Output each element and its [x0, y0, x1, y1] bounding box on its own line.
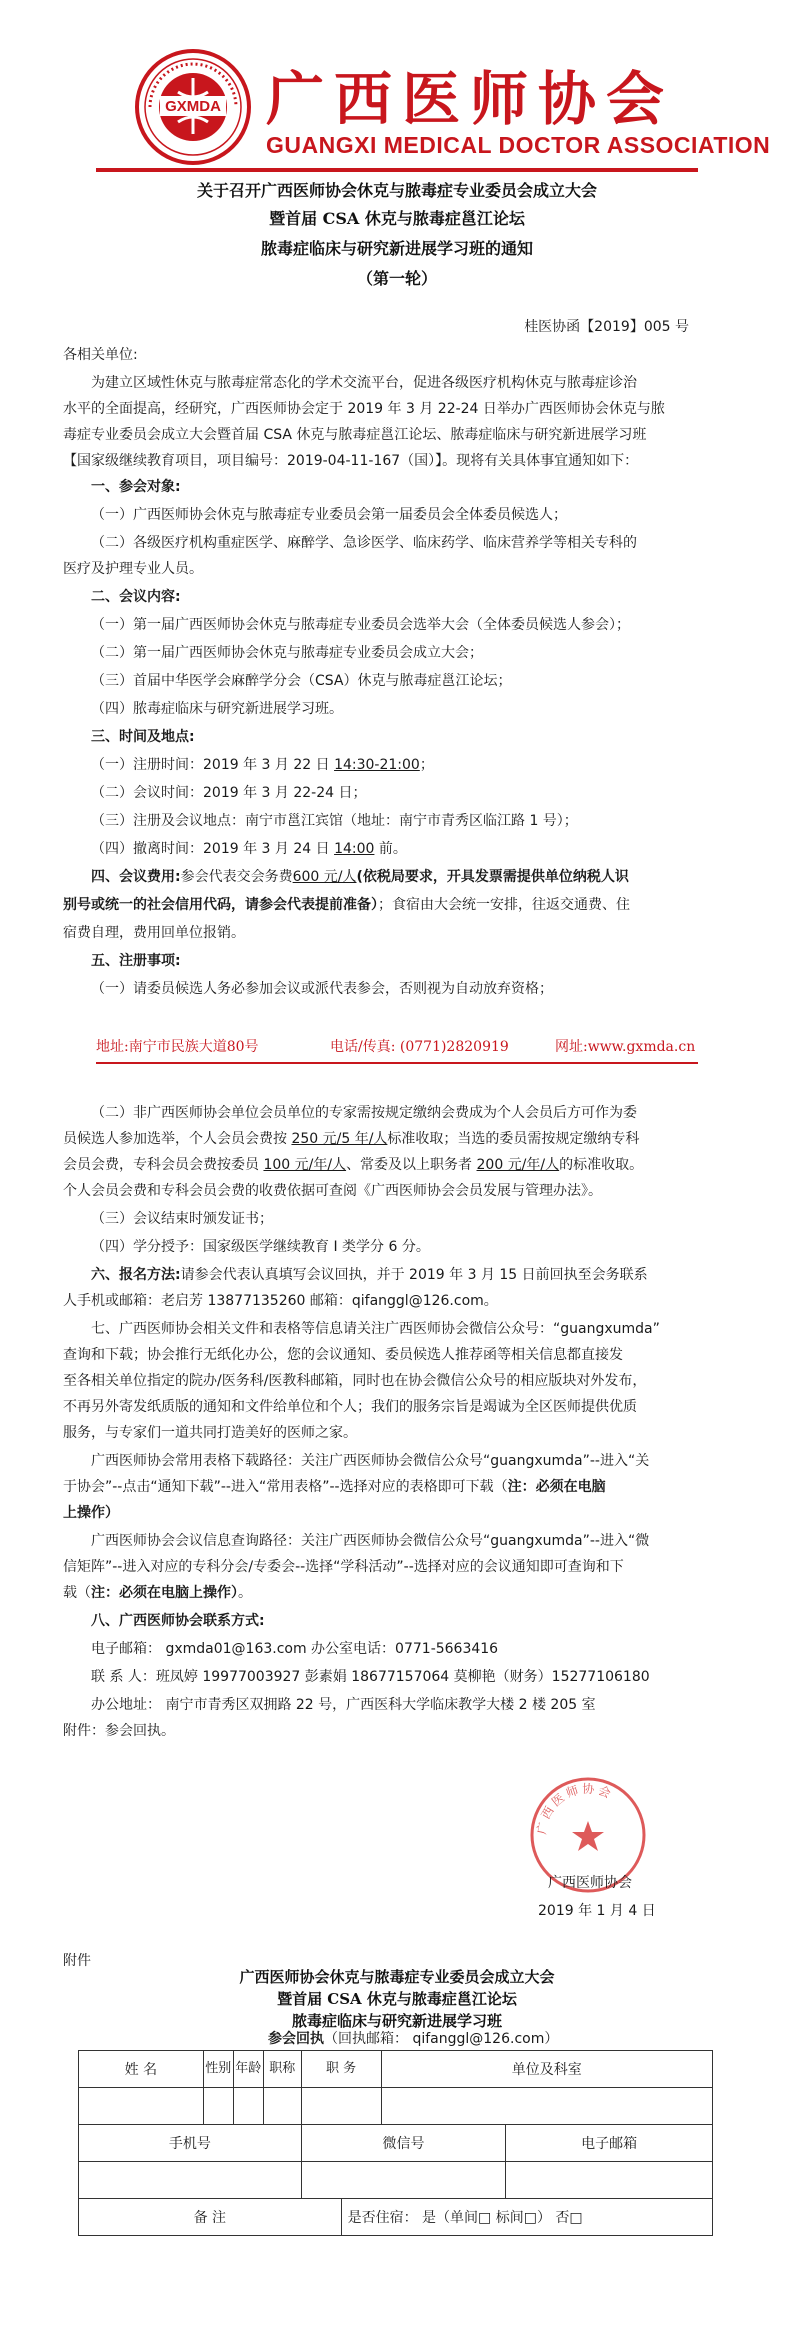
title-line-3: 脓毒症临床与研究新进展学习班的通知	[260, 239, 533, 258]
input-unit[interactable]	[381, 2088, 712, 2125]
text: 载（	[63, 1585, 91, 1601]
section-heading: 四、会议费用:	[91, 869, 181, 885]
input-wechat[interactable]	[301, 2162, 506, 2199]
text: （一）注册时间：2019 年 3 月 22 日	[91, 757, 335, 773]
intro-line: 为建立区域性休克与脓毒症常态化的学术交流平台，促进各级医疗机构休克与脓毒症诊治	[91, 375, 637, 391]
attachment-title-1: 广西医师协会休克与脓毒症专业委员会成立大会	[239, 1968, 555, 1986]
paragraph-line: 信矩阵”--进入对应的专科分会/专委会--选择“学科活动”--选择对应的会议通知即可查询和下	[63, 1559, 624, 1575]
input-mobile[interactable]	[79, 2162, 302, 2199]
org-name-cn: 广西医师协会	[266, 65, 675, 133]
paragraph-line	[63, 1580, 252, 1606]
text: 注：必须在电脑	[507, 1479, 606, 1495]
list-item: （三）注册及会议地点：南宁市邕江宾馆（地址：南宁市青秀区临江路 1 号）；	[91, 813, 578, 829]
contact-address: 办公地址： 南宁市青秀区双拥路 22 号，广西医科大学临床教学大楼 2 楼 205 室	[91, 1697, 596, 1713]
text: 600 元/人	[292, 869, 357, 885]
fee-line	[91, 864, 629, 890]
list-item	[63, 1152, 643, 1178]
paragraph-line: 服务，与专家们一道共同打造美好的医师之家。	[63, 1425, 357, 1441]
list-item	[91, 752, 434, 778]
header-age: 年龄	[233, 2051, 263, 2088]
attachment-title-4	[268, 2026, 558, 2052]
text: 100 元/年/人	[263, 1157, 347, 1173]
text: 14:30-21:00	[334, 757, 420, 773]
list-item	[91, 836, 407, 862]
text: 前。	[374, 841, 407, 857]
list-item: （一）广西医师协会休克与脓毒症专业委员会第一届委员会全体委员候选人；	[91, 507, 567, 523]
header-duty: 职 务	[301, 2051, 381, 2088]
text: 员候选人参加选举，个人会员会费按	[63, 1131, 292, 1147]
paragraph-line: 上操作）	[63, 1505, 119, 1521]
paragraph-line: 不再另外寄发纸质版的通知和文件给单位和个人；我们的服务宗旨是竭诚为全区医师提供优质	[63, 1399, 637, 1415]
signature-date: 2019 年 1 月 4 日	[538, 1903, 656, 1919]
list-item: （二）非广西医师协会单位会员单位的专家需按规定缴纳会费成为个人会员后方可作为委	[91, 1105, 637, 1121]
list-item: （二）各级医疗机构重症医学、麻醉学、急诊医学、临床药学、临床营养学等相关专科的	[91, 535, 637, 551]
text: 200 元/年/人	[476, 1157, 560, 1173]
header-divider	[96, 168, 698, 172]
text: 、常委及以上职务者	[346, 1157, 477, 1173]
svg-text:广西医师协会	[534, 1781, 616, 1836]
text: 请参会代表认真填写会议回执，并于 2019 年 3 月 15 日前回执至会务联系	[180, 1267, 648, 1283]
text: 参会回执	[268, 2031, 324, 2047]
list-item: （四）学分授予：国家级医学继续教育 I 类学分 6 分。	[91, 1239, 430, 1255]
text: 别号或统一的社会信用代码，请参会代表提前准备）	[63, 897, 378, 913]
header-gender: 性别	[203, 2051, 233, 2088]
input-duty[interactable]	[301, 2088, 381, 2125]
text: 会员会费，专科会员会费按委员	[63, 1157, 264, 1173]
list-item: 医疗及护理专业人员。	[63, 561, 203, 577]
footer-website: 网址:www.gxmda.cn	[555, 1039, 696, 1055]
section-heading: 八、广西医师协会联系方式:	[91, 1613, 265, 1629]
registration-line: 人手机或邮箱：老启芳 13877135260 邮箱：qifanggl@126.com。	[63, 1293, 498, 1309]
list-item: （三）首届中华医学会麻醉学分会（CSA）休克与脓毒症邕江论坛；	[91, 673, 512, 689]
registration-form	[78, 2050, 713, 2236]
list-item: （二）第一届广西医师协会休克与脓毒症专业委员会成立大会；	[91, 645, 483, 661]
list-item: （四）脓毒症临床与研究新进展学习班。	[91, 701, 343, 717]
text: （回执邮箱： qifanggl@126.com）	[324, 2031, 559, 2047]
section-heading: 六、报名方法:	[91, 1267, 181, 1283]
fee-line: 宿费自理，费用回单位报销。	[63, 925, 245, 941]
stamp-text: 广西医师协会	[534, 1781, 616, 1836]
fee-line	[63, 892, 630, 918]
paragraph-line: 广西医师协会常用表格下载路径：关注广西医师协会微信公众号“guangxumda”--进入“关	[91, 1453, 650, 1469]
text: 参会代表交会务费	[180, 869, 293, 885]
org-name-en: GUANGXI MEDICAL DOCTOR ASSOCIATION	[266, 132, 771, 158]
section-heading: 三、时间及地点:	[91, 729, 195, 745]
list-item: （一）第一届广西医师协会休克与脓毒症专业委员会选举大会（全体委员候选人参会）；	[91, 617, 630, 633]
intro-line: 毒症专业委员会成立大会暨首届 CSA 休克与脓毒症邕江论坛、脓毒症临床与研究新进展学习班	[63, 427, 647, 443]
input-email[interactable]	[506, 2162, 713, 2199]
lodging-option[interactable]: 是否住宿： 是（单间□ 标间□） 否□	[341, 2199, 712, 2236]
footer-divider	[96, 1062, 698, 1064]
text: 14:00	[334, 841, 375, 857]
text: 。	[238, 1585, 252, 1601]
text: 250 元/5 年/人	[291, 1131, 388, 1147]
text: 的标准收取。	[559, 1157, 644, 1173]
intro-line: 水平的全面提高，经研究，广西医师协会定于 2019 年 3 月 22-24 日举办广西医师协会休克与脓	[63, 401, 665, 417]
title-line-4: （第一轮）	[356, 269, 437, 288]
document-number: 桂医协函【2019】005 号	[524, 319, 689, 335]
gxmda-logo	[134, 48, 252, 166]
header-name: 姓 名	[79, 2051, 204, 2088]
text: ；食宿由大会统一安排，往返交通费、住	[378, 897, 630, 913]
title-line-1: 关于召开广西医师协会休克与脓毒症专业委员会成立大会	[196, 181, 597, 200]
header-wechat: 微信号	[301, 2125, 506, 2162]
list-item: （一）请委员候选人务必参加会议或派代表参会，否则视为自动放弃资格；	[91, 981, 553, 997]
registration-line	[91, 1262, 648, 1288]
remark-label: 备 注	[79, 2199, 342, 2236]
text: 注：必须在电脑上操作）	[91, 1585, 238, 1601]
paragraph-line: 至各相关单位指定的院办/医务科/医教科邮箱，同时也在协会微信公众号的相应版块对外发布，	[63, 1373, 647, 1389]
logo-text: GXMDA	[165, 98, 221, 115]
list-item: （三）会议结束时颁发证书；	[91, 1211, 273, 1227]
title-line-2: 暨首届 CSA 休克与脓毒症邕江论坛	[269, 209, 525, 228]
text: (依税局要求，开具发票需提供单位纳税人识	[356, 869, 629, 885]
paragraph-line: 广西医师协会会议信息查询路径：关注广西医师协会微信公众号“guangxumda”--进入“微	[91, 1533, 650, 1549]
contact-persons: 联 系 人：班凤婷 19977003927 彭素娟 18677157064 莫柳艳（财务）15277106180	[91, 1669, 650, 1685]
input-age[interactable]	[233, 2088, 263, 2125]
salutation: 各相关单位:	[63, 347, 138, 363]
input-gender[interactable]	[203, 2088, 233, 2125]
paragraph-line: 七、广西医师协会相关文件和表格等信息请关注广西医师协会微信公众号：“guangxumda”	[91, 1321, 660, 1337]
contact-email: 电子邮箱： gxmda01@163.com 办公室电话：0771-5663416	[91, 1641, 499, 1657]
text: 标准收取；当选的委员需按规定缴纳专科	[387, 1131, 640, 1147]
text: 于协会”--点击“通知下载”--进入“常用表格”--选择对应的表格即可下载（	[63, 1479, 508, 1495]
footer-address: 地址:南宁市民族大道80号	[96, 1039, 259, 1055]
header-email: 电子邮箱	[506, 2125, 713, 2162]
text: ；	[419, 757, 434, 773]
section-heading: 二、会议内容:	[91, 589, 181, 605]
intro-line: 【国家级继续教育项目，项目编号：2019-04-11-167（国）】。现将有关具体事宜通知如下：	[63, 453, 639, 469]
section-heading: 一、参会对象:	[91, 479, 181, 495]
section-heading: 五、注册事项:	[91, 953, 181, 969]
attachment-label: 附件	[63, 1953, 91, 1969]
header-unit: 单位及科室	[381, 2051, 712, 2088]
list-item: （二）会议时间：2019 年 3 月 22-24 日；	[91, 785, 367, 801]
attachment-title-2: 暨首届 CSA 休克与脓毒症邕江论坛	[277, 1990, 517, 2008]
attachment-note: 附件：参会回执。	[63, 1723, 175, 1739]
list-item	[63, 1126, 639, 1152]
header-mobile: 手机号	[79, 2125, 302, 2162]
attachment-title-3: 脓毒症临床与研究新进展学习班	[291, 2012, 502, 2030]
header-title: 职称	[263, 2051, 301, 2088]
input-title[interactable]	[263, 2088, 301, 2125]
signature-org: 广西医师协会	[548, 1875, 632, 1891]
list-item: 个人会员会费和专科会员会费的收费依据可查阅《广西医师协会会员发展与管理办法》。	[63, 1183, 602, 1199]
paragraph-line	[63, 1474, 606, 1500]
text: （四）撤离时间：2019 年 3 月 24 日	[91, 841, 335, 857]
input-name[interactable]	[79, 2088, 204, 2125]
footer-phone: 电话/传真: (0771)2820919	[330, 1039, 509, 1055]
paragraph-line: 查询和下载；协会推行无纸化办公，您的会议通知、委员候选人推荐函等相关信息都直接发	[63, 1347, 623, 1363]
